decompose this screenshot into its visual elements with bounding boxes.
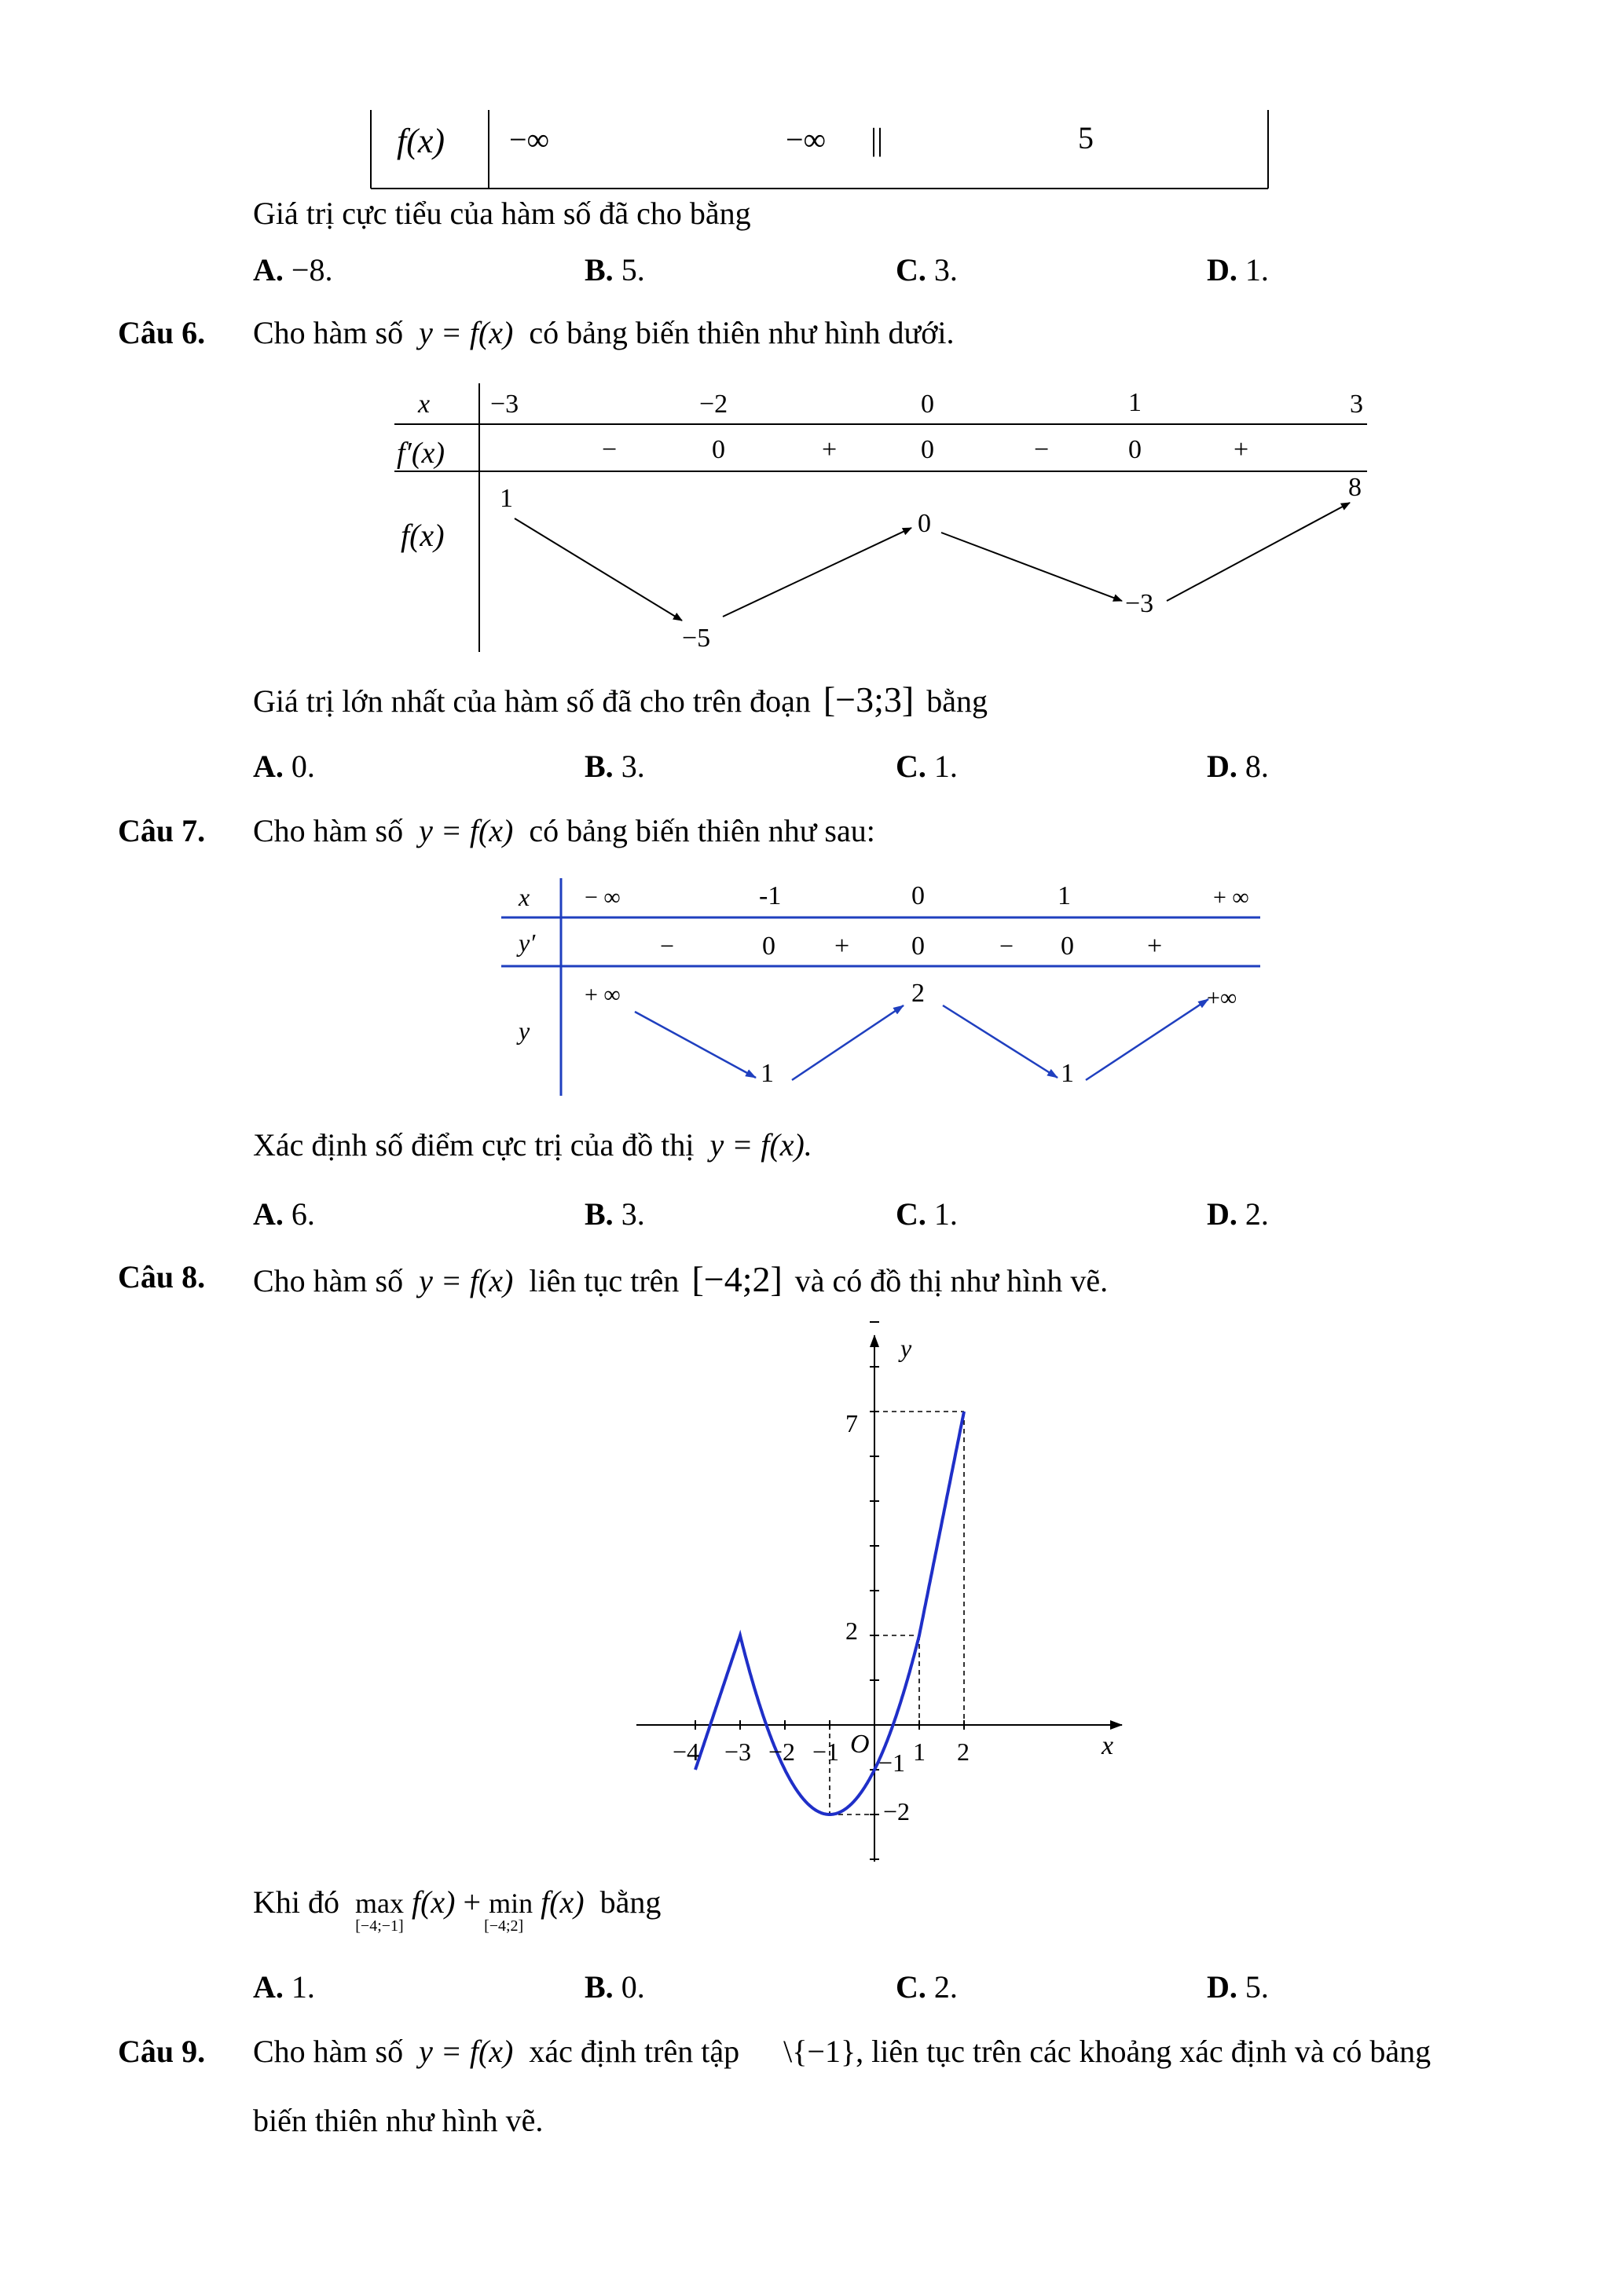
graph-y-tick-label: −2	[883, 1797, 911, 1825]
q7-sign: 0	[1061, 932, 1074, 961]
answer-label: B.	[585, 1196, 614, 1232]
q9-formula: y = f(x)	[419, 2034, 514, 2069]
graph-y-tick-label: 7	[845, 1409, 858, 1437]
q5-prompt: Giá trị cực tiểu của hàm số đã cho bằng	[253, 196, 751, 231]
answer-label: D.	[1207, 1969, 1237, 2005]
q9-text-after: , liên tục trên các khoảng xác định và có bảng	[856, 2034, 1432, 2069]
answer-label: B.	[585, 252, 614, 287]
graph-axis-y-label: y	[900, 1334, 912, 1362]
answer-value: 2.	[933, 1969, 958, 2005]
q6-y-value: 0	[918, 509, 931, 538]
q7-sign: +	[1147, 932, 1163, 961]
q6-sign: +	[1234, 435, 1249, 464]
max-op: max	[355, 1888, 404, 1919]
answer-label: A.	[253, 1969, 284, 2005]
q6-prompt-before: Giá trị lớn nhất của hàm số đã cho trên đoạn	[253, 683, 811, 719]
graph-y-tick-label: −1	[878, 1749, 906, 1777]
answer-value: 8.	[1245, 749, 1269, 784]
q6-sign: +	[822, 435, 838, 464]
q8-answer-b[interactable]	[585, 1969, 645, 2005]
q7-y-value: + ∞	[585, 982, 621, 1008]
q7-text-after: có bảng biến thiên như sau:	[529, 813, 875, 848]
graph-y-tick-label: 2	[845, 1617, 858, 1645]
answer-value: 3.	[933, 252, 958, 287]
answer-value: 1.	[933, 749, 958, 784]
q8-prompt-after: bằng	[599, 1884, 662, 1920]
q6-text-after: có bảng biến thiên như hình dưới.	[529, 315, 955, 350]
answer-value: 1.	[1245, 252, 1269, 287]
graph-origin-label: O	[850, 1730, 870, 1759]
q8-answer-c[interactable]	[896, 1969, 958, 2005]
q8-max-operator	[355, 1887, 404, 1935]
q8-fx-1: f(x)	[411, 1884, 456, 1920]
q7-x-value: 1	[1058, 881, 1071, 910]
q6-interval: [−3;3]	[823, 679, 915, 720]
q6-sign: 0	[712, 435, 725, 464]
q8-answer-a[interactable]	[253, 1969, 315, 2005]
q8-answer-d[interactable]	[1207, 1969, 1269, 2005]
graph-x-tick-label: −2	[768, 1738, 796, 1766]
q8-prompt	[253, 1884, 662, 1935]
q6-y-value: 1	[500, 484, 513, 513]
graph-axis-x-label: x	[1102, 1731, 1114, 1760]
q8-text-before: Cho hàm số	[253, 1263, 404, 1298]
q7-table-x-label: x	[519, 883, 530, 911]
answer-value: 6.	[291, 1196, 315, 1232]
q9-set: \{−1}	[783, 2034, 856, 2069]
graph-x-tick-label: −3	[724, 1738, 752, 1766]
q9-stem	[253, 2036, 1431, 2067]
q6-sign: −	[602, 435, 618, 464]
q7-y-value: 1	[761, 1059, 774, 1088]
top-table-row-label: f(x)	[397, 122, 445, 160]
q7-formula: y = f(x)	[419, 813, 514, 848]
q7-x-value: -1	[759, 881, 782, 910]
answer-label: A.	[253, 1196, 284, 1232]
q7-sign: 0	[911, 932, 925, 961]
answer-label: B.	[585, 749, 614, 784]
q6-table-dy-label: f′(x)	[397, 437, 445, 470]
min-op: min	[489, 1888, 533, 1919]
q6-text-before: Cho hàm số	[253, 315, 404, 350]
q6-x-value: −2	[699, 390, 728, 419]
top-table-cell: 5	[1078, 120, 1094, 156]
q8-plus: +	[463, 1884, 482, 1920]
q7-prompt-before: Xác định số điểm cực trị của đồ thị	[253, 1127, 695, 1163]
answer-value: 0.	[291, 749, 315, 784]
q7-y-value: 2	[911, 979, 925, 1008]
q7-table-dy-label: y′	[519, 928, 536, 957]
q6-y-value: −5	[682, 624, 711, 653]
q7-x-value: + ∞	[1213, 884, 1249, 910]
q9-text-mid: xác định trên tập	[529, 2034, 740, 2069]
answer-label: B.	[585, 1969, 614, 2005]
q9-text-before: Cho hàm số	[253, 2034, 404, 2069]
answer-value: 1.	[291, 1969, 315, 2005]
q6-x-value: 1	[1128, 388, 1142, 417]
q8-text-after: và có đồ thị như hình vẽ.	[794, 1263, 1109, 1298]
top-table-cell: ||	[871, 122, 884, 157]
q8-text-mid: liên tục trên	[529, 1263, 680, 1298]
q6-x-value: 0	[921, 390, 934, 419]
answer-value: 2.	[1245, 1196, 1269, 1232]
q7-y-value: +∞	[1207, 985, 1237, 1011]
q6-label: Câu 6.	[118, 315, 206, 350]
q6-sign: 0	[1128, 435, 1142, 464]
q7-formula2: y = f(x).	[709, 1127, 812, 1163]
q8-interval: [−4;2]	[691, 1259, 783, 1299]
q7-sign: −	[999, 932, 1014, 960]
top-table-cell: −∞	[786, 122, 827, 157]
q7-sign: +	[834, 932, 850, 961]
answer-label: A.	[253, 749, 284, 784]
q6-prompt-after: bằng	[926, 683, 988, 719]
top-table-cell: −∞	[509, 122, 550, 157]
graph-x-tick-label: −1	[812, 1738, 840, 1766]
q6-x-value: 3	[1350, 390, 1363, 419]
q7-text-before: Cho hàm số	[253, 813, 404, 848]
q6-y-value: 8	[1348, 473, 1362, 502]
answer-label: D.	[1207, 749, 1237, 784]
q6-table-x-label: x	[418, 390, 431, 419]
answer-value: 3.	[621, 1196, 645, 1232]
q8-min-operator	[484, 1887, 533, 1935]
max-subscript: [−4;−1]	[355, 1917, 404, 1935]
q9-line2: biến thiên như hình vẽ.	[253, 2103, 544, 2138]
min-subscript: [−4;2]	[484, 1917, 524, 1935]
q6-sign: −	[1034, 435, 1050, 464]
q7-table-y-label: y	[519, 1016, 530, 1045]
q7-y-value: 1	[1061, 1059, 1074, 1088]
answer-value: 1.	[933, 1196, 958, 1232]
graph-x-tick-label: −4	[673, 1738, 700, 1766]
q8-prompt-before: Khi đó	[253, 1884, 339, 1920]
q7-x-value: 0	[911, 881, 925, 910]
q8-label: Câu 8.	[118, 1259, 206, 1294]
q8-fx-2: f(x)	[541, 1884, 585, 1920]
graph-x-tick-label: 2	[957, 1738, 970, 1766]
answer-label: C.	[896, 1196, 926, 1232]
graph-x-tick-label: 1	[913, 1738, 926, 1766]
q6-y-value: −3	[1125, 589, 1154, 618]
answer-label: D.	[1207, 1196, 1237, 1232]
answer-label: C.	[896, 1969, 926, 2005]
q7-sign: 0	[762, 932, 775, 961]
q7-label: Câu 7.	[118, 813, 206, 848]
answer-value: 5.	[621, 252, 645, 287]
q6-x-value: −3	[490, 390, 519, 419]
q6-formula: y = f(x)	[419, 315, 514, 350]
q7-sign: −	[660, 932, 675, 960]
answer-value: 5.	[1245, 1969, 1269, 2005]
answer-value: −8.	[291, 252, 333, 287]
q6-table-y-label: f(x)	[401, 518, 445, 553]
answer-value: 0.	[621, 1969, 645, 2005]
q7-x-value: − ∞	[585, 884, 621, 910]
answer-label: A.	[253, 252, 284, 287]
answer-label: D.	[1207, 252, 1237, 287]
q8-formula: y = f(x)	[419, 1263, 514, 1298]
q6-sign: 0	[921, 435, 934, 464]
answer-label: C.	[896, 749, 926, 784]
answer-value: 3.	[621, 749, 645, 784]
q9-label: Câu 9.	[118, 2034, 206, 2069]
answer-label: C.	[896, 252, 926, 287]
